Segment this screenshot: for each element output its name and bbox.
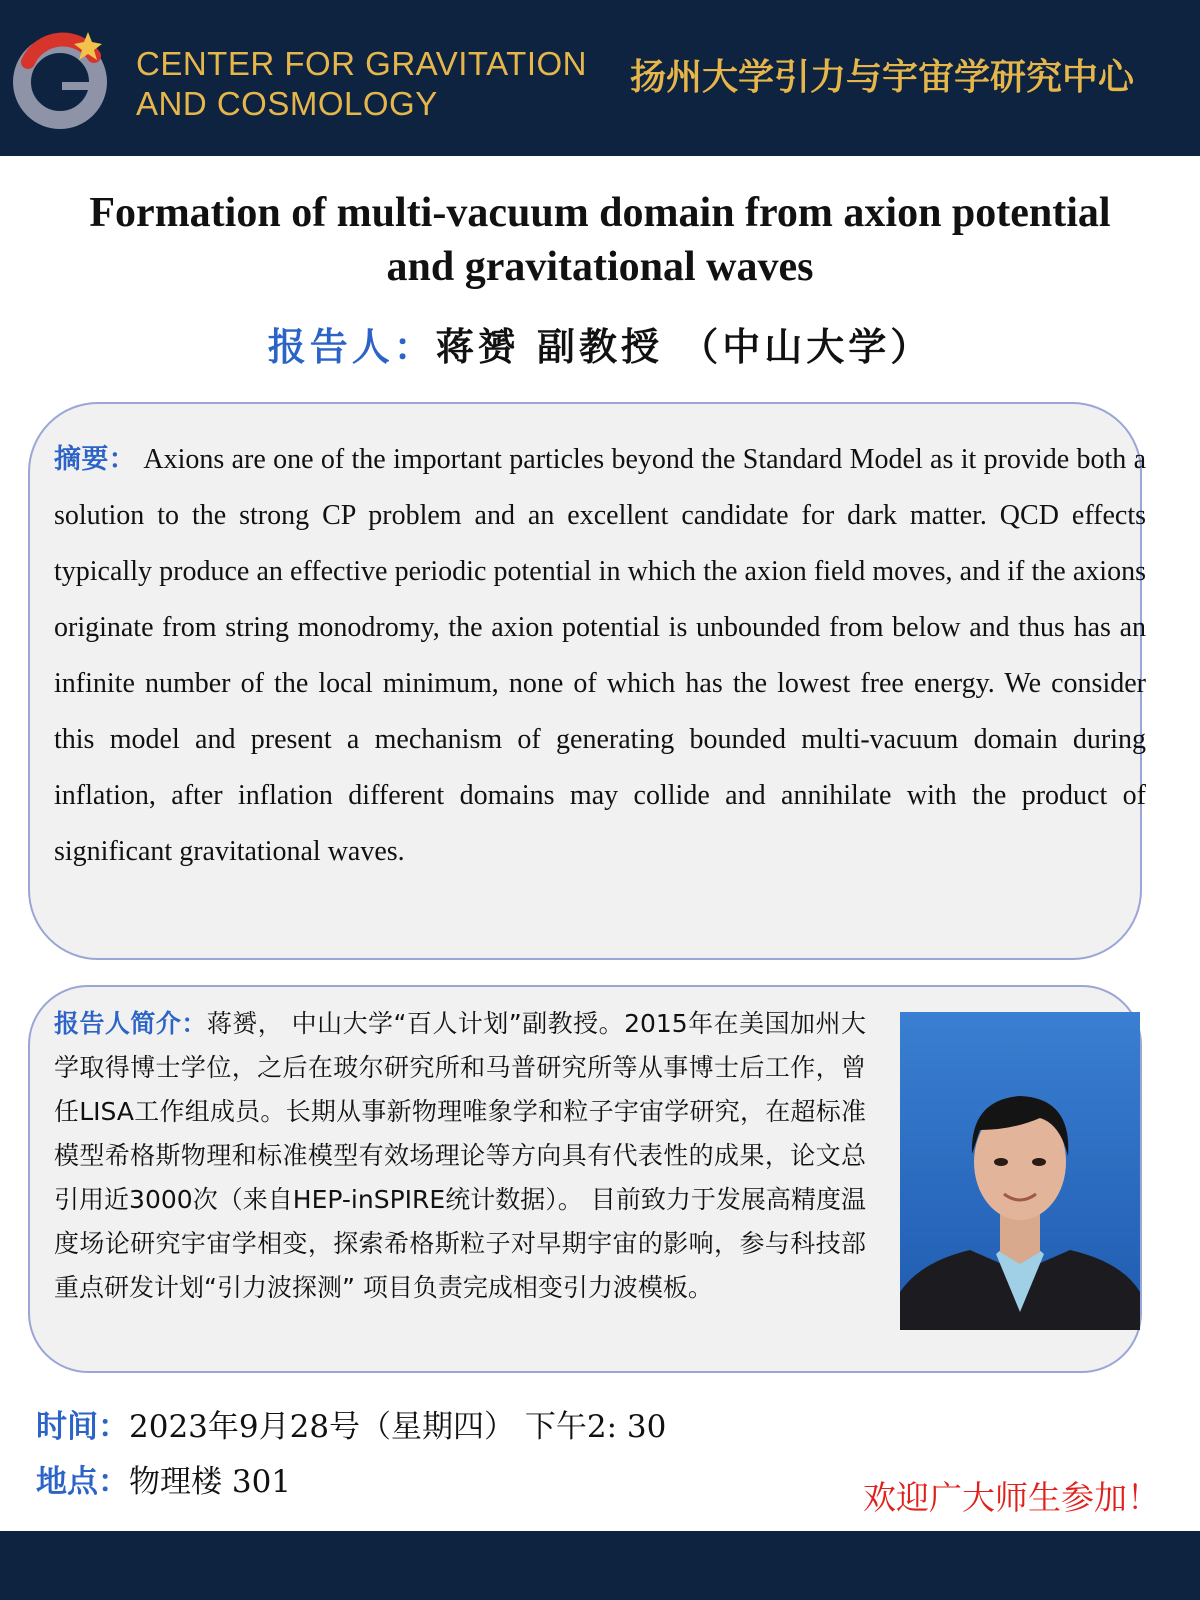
time-label: 时间： <box>36 1409 129 1445</box>
event-place <box>36 1460 836 1504</box>
bio-text-block <box>54 1002 866 1310</box>
speaker-name: 蒋赟 副教授 （中山大学） <box>435 324 933 369</box>
place-value: 物理楼 301 <box>129 1464 292 1500</box>
center-name-en-line1: CENTER FOR GRAVITATION <box>136 45 588 82</box>
speaker-label: 报告人： <box>267 324 436 369</box>
center-name-cn: 扬州大学引力与宇宙学研究中心 <box>630 56 1135 98</box>
speaker-photo <box>900 1012 1140 1330</box>
talk-title: Formation of multi-vacuum domain from axion potential and gravitational waves <box>89 190 1111 290</box>
center-name-en-line2: AND COSMOLOGY <box>136 85 438 122</box>
footer-bar <box>0 1531 1200 1600</box>
abstract-text-block <box>54 432 1146 880</box>
place-label: 地点： <box>36 1464 129 1500</box>
center-logo-icon <box>2 26 114 134</box>
bio-text: 蒋赟， 中山大学“百人计划”副教授。2015年在美国加州大学取得博士学位，之后在玻尔研究所和马普研究所等从事博士后工作，曾任LISA工作组成员。长期从事新物理唯象学和粒子宇宙学研究，在超标准模型希格斯物理和标准模型有效场理论等方向具有代表性的成果，论文总引用近3000次（来自HEP-inSPIRE统计数据）。 目前致力于发展高精度温度场论研究宇宙学相变，探索希格斯粒子对早期宇宙的影响，参与科技部重点研发计划“引力波探测” 项目负责完成相变引力波模板。 <box>54 1009 866 1302</box>
welcome-message: 欢迎广大师生参加！ <box>863 1478 1160 1517</box>
abstract-label: 摘要： <box>54 444 137 475</box>
abstract-text: Axions are one of the important particles beyond the Standard Model as it provide both a solution to the strong CP problem and an excellent candidate for dark matter. QCD effects typically produce an effective periodic potential in which the axion field moves, and if the axions originate from string monodromy, the axion potential is unbounded from below and thus has an infinite number of the local minimum, none of which has the lowest free energy. We consider this model and present a mechanism of generating bounded multi-vacuum domain during inflation, after inflation different domains may collide and annihilate with the product of significant gravitational waves. <box>54 444 1147 867</box>
speaker-line <box>0 322 1200 372</box>
bio-label: 报告人简介： <box>54 1009 207 1038</box>
center-name-en <box>136 44 606 124</box>
event-time <box>36 1405 836 1449</box>
time-value: 2023年9月28号（星期四） 下午2: 30 <box>129 1409 667 1445</box>
header-banner <box>0 0 1200 156</box>
